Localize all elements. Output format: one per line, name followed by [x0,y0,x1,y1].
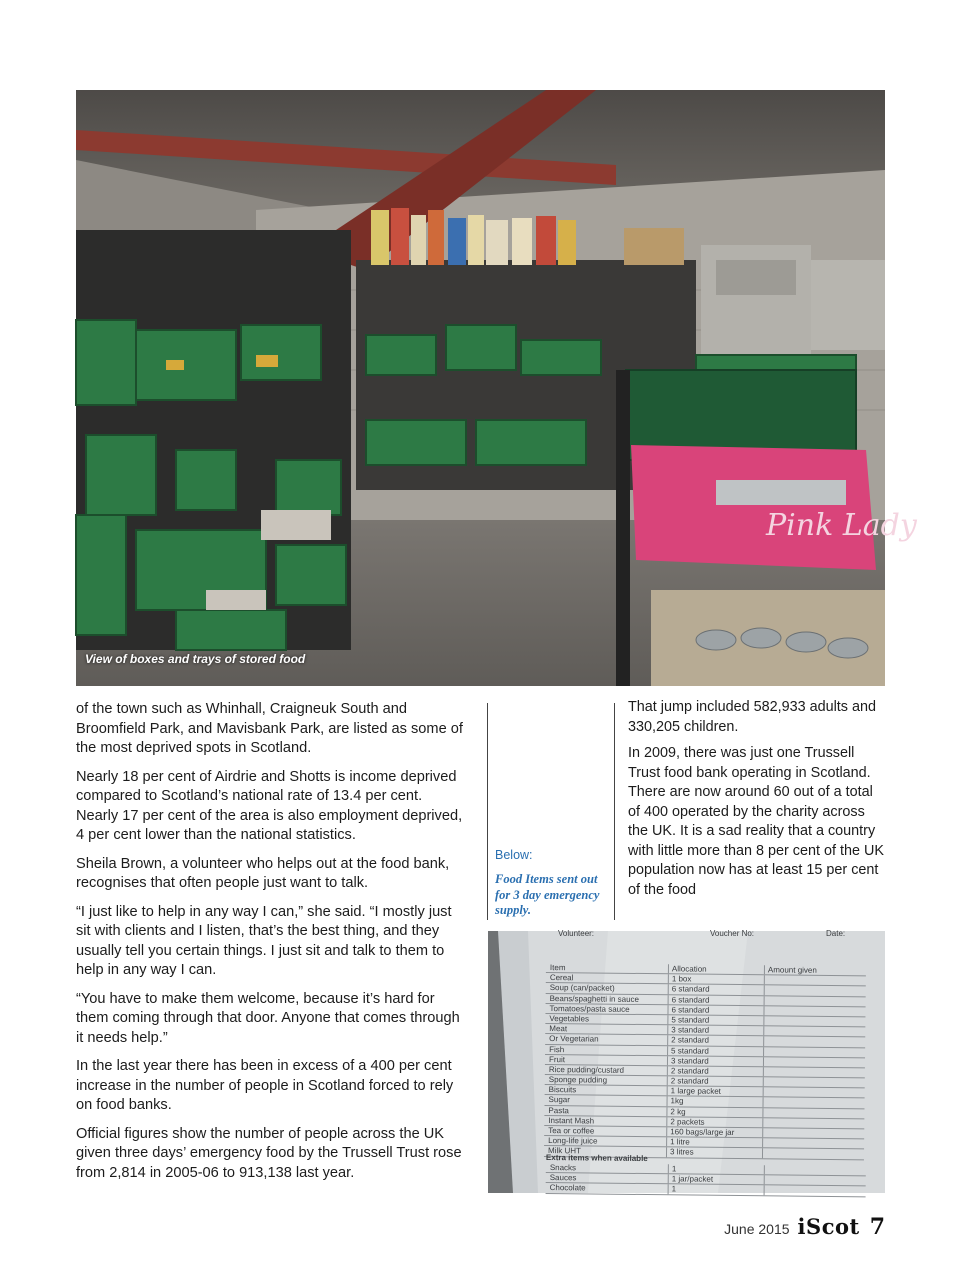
row-item: Chocolate [546,1183,669,1193]
row-amount [765,996,866,1006]
row-amount [764,1037,865,1047]
article-left-column [76,700,466,1192]
row-amount [764,1016,865,1026]
article-paragraph: Sheila Brown, a volunteer who helps out at the food bank, recognises that often people just want to talk. [76,855,450,891]
photo-sidebar-caption [495,848,615,919]
row-allocation: 2 kg [667,1107,763,1117]
row-allocation: 1kg [668,1097,764,1107]
row-amount [764,1026,865,1036]
row-item: Meat [545,1024,668,1034]
sheet-date-header: Date: [826,929,846,938]
row-item: Cereal [546,973,669,983]
row-item: Fish [545,1044,668,1054]
article-paragraph: of the town such as Whinhall, Craigneuk South and Broomfield Park, and Mavisbank Park, are listed as some of the most deprived spots in Scotland. [76,701,463,756]
header-allocation: Allocation [669,964,765,974]
row-item: Instant Mash [544,1116,667,1126]
row-allocation: 1 jar/packet [669,1174,765,1184]
row-amount [763,1138,864,1148]
row-allocation: 3 standard [668,1056,764,1066]
article-paragraph: “I just like to help in any way I can,” she said. “I mostly just sit with clients and I listen, that’s the best thing, and they usually tell you certain things. I just sit and talk to them to help in any way I can. [76,903,452,978]
article-right-column [628,698,888,907]
page-number: 7 [869,1214,885,1240]
row-allocation: 6 standard [668,1005,764,1015]
row-item: Vegetables [545,1014,668,1024]
magazine-logo: iScot [797,1214,860,1239]
row-allocation: 2 standard [668,1066,764,1076]
row-allocation: 1 litre [667,1137,763,1147]
row-allocation: 3 litres [667,1148,763,1158]
row-allocation: 5 standard [668,1015,764,1025]
storeroom-photo [76,90,917,686]
row-amount [764,1077,865,1087]
storeroom-illustration [76,90,917,686]
row-amount [763,1128,864,1138]
issue-date: June 2015 [724,1221,790,1237]
sheet-voucher-header: Voucher No: [710,929,755,938]
sidebar-label: Below: [495,848,533,862]
row-allocation: 160 bags/large jar [667,1127,763,1137]
row-allocation: 1 [669,1185,765,1195]
extra-items-table [546,1153,866,1197]
row-item: Snacks [546,1163,669,1173]
row-allocation: 1 [669,1164,765,1174]
article-paragraph: In the last year there has been in excess of a 400 per cent increase in the number of people in Scotland forced to rely on food banks. [76,1058,454,1113]
row-allocation: 1 box [669,974,765,984]
allocation-sheet-photo [488,931,885,1193]
row-allocation: 2 standard [668,1076,764,1086]
row-amount [764,1047,865,1057]
row-item: Tomatoes/pasta sauce [545,1004,668,1014]
row-amount [764,1088,865,1098]
row-allocation: 2 packets [667,1117,763,1127]
row-item: Tea or coffee [544,1126,667,1136]
row-allocation: 6 standard [669,995,765,1005]
allocation-table [544,963,866,1160]
row-amount [763,1118,864,1128]
row-allocation: 6 standard [669,985,765,995]
row-allocation: 3 standard [668,1025,764,1035]
row-amount [765,1186,866,1196]
row-item: Or Vegetarian [545,1034,668,1044]
row-allocation: 2 standard [668,1036,764,1046]
article-paragraph: Nearly 18 per cent of Airdrie and Shotts is income deprived compared to Scotland’s national rate of 13.4 per cent. Nearly 17 per cent of the area is also employment deprived, 4 per cent lower than the national statistics. [76,768,463,843]
table-row [546,1183,866,1197]
row-amount [763,1108,864,1118]
row-amount [764,1098,865,1108]
row-amount [765,975,866,985]
row-item: Milk UHT [544,1146,667,1156]
page-footer [724,1214,885,1240]
row-allocation: 1 large packet [668,1087,764,1097]
row-item: Long-life juice [544,1136,667,1146]
row-amount [764,1006,865,1016]
row-item: Biscuits [545,1085,668,1095]
row-item: Beans/spaghetti in sauce [546,994,669,1004]
row-allocation: 5 standard [668,1046,764,1056]
row-amount [764,1057,865,1067]
photo-caption: View of boxes and trays of stored food [85,652,306,666]
article-paragraph: “You have to make them welcome, because it’s hard for them coming through that door. Anyone that comes through it needs help.” [76,990,460,1046]
article-paragraph: In 2009, there was just one Trussell Trust food bank operating in Scotland. There are now around 60 out of a total of 400 operated by the charity across the UK. It is a sad reality that a country with little more than 8 per cent of the UK population now has at least 15 per cent of the food [628,745,884,898]
row-item: Sauces [546,1173,669,1183]
column-rule-left [487,703,488,920]
header-amount: Amount given [767,965,817,975]
row-item: Soup (can/packet) [546,983,669,993]
row-amount [764,1067,865,1077]
row-amount [765,986,866,996]
row-amount [765,1165,866,1175]
row-item: Sugar [545,1095,668,1105]
row-item: Sponge pudding [545,1075,668,1085]
sidebar-caption-text: Food Items sent out for 3 day emergency supply. [495,872,600,917]
row-amount [765,1175,866,1185]
extra-items-heading: Extra items when available [545,1153,648,1164]
sheet-volunteer-header: Volunteer: [558,929,595,938]
header-item: Item [546,963,669,973]
article-paragraph: Official figures show the number of people across the UK given three days’ emergency food by the Trussell Trust rose from 2,814 in 2005-06 to 913,138 last year. [76,1125,462,1181]
row-item: Rice pudding/custard [545,1065,668,1075]
pink-lady-label: Pink Lady [766,508,917,543]
article-paragraph: That jump included 582,933 adults and 330,205 children. [628,699,877,735]
row-item: Fruit [545,1055,668,1065]
row-item: Pasta [544,1106,667,1116]
